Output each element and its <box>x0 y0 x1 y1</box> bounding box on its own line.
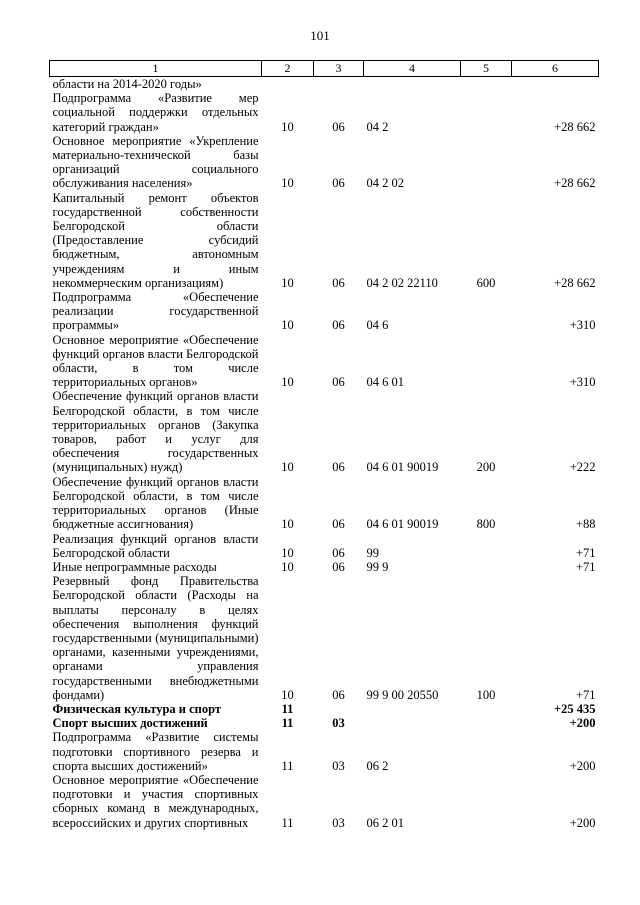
row-subsection: 06 <box>332 318 345 333</box>
table-row <box>50 716 599 730</box>
column-header: 6 <box>512 61 599 77</box>
row-section: 11 <box>281 701 294 716</box>
row-expense-type: 200 <box>476 460 496 475</box>
row-expense-type <box>461 773 512 830</box>
row-section: 10 <box>281 176 294 191</box>
row-section: 10 <box>281 559 294 574</box>
row-name: Основное мероприятие «Обеспечение функций органов власти Белгородской области, в том числе территориальных органов» <box>52 332 259 390</box>
row-target-code: 06 2 <box>366 758 389 773</box>
row-target-code <box>364 716 461 730</box>
row-subsection: 06 <box>332 559 345 574</box>
row-amount: +28 662 <box>554 176 596 191</box>
table-row <box>50 560 599 574</box>
row-target-code: 04 2 02 <box>366 176 404 191</box>
row-name: Иные непрограммные расходы <box>52 559 217 574</box>
row-name: Подпрограмма «Обеспечение реализации государственной программы» <box>52 290 259 333</box>
table-row <box>50 134 599 191</box>
row-subsection: 06 <box>332 275 345 290</box>
table-row <box>50 532 599 560</box>
row-target-code: 04 2 <box>366 119 389 134</box>
row-amount: +222 <box>569 460 596 475</box>
row-name: Обеспечение функций органов власти Белгородской области, в том числе территориальных органов (Иные бюджетные ассигнования) <box>52 474 259 532</box>
row-subsection <box>314 702 364 716</box>
row-section: 10 <box>281 275 294 290</box>
row-amount: +200 <box>569 716 596 731</box>
row-name: Обеспечение функций органов власти Белгородской области, в том числе территориальных органов (Закупка товаров, работ и услуг для обеспечения государственных (муниципальных) нужд) <box>52 389 259 475</box>
row-subsection: 06 <box>332 517 345 532</box>
column-header: 4 <box>364 61 461 77</box>
row-expense-type <box>461 532 512 560</box>
row-target-code: 99 <box>366 545 379 560</box>
row-subsection: 06 <box>332 119 345 134</box>
row-name: Физическая культура и спорт <box>52 701 222 716</box>
row-subsection <box>314 77 364 92</box>
row-subsection: 06 <box>332 545 345 560</box>
row-subsection: 06 <box>332 375 345 390</box>
row-subsection: 03 <box>332 758 345 773</box>
row-target-code: 04 6 01 90019 <box>366 517 439 532</box>
row-subsection: 03 <box>332 815 345 830</box>
table-row <box>50 475 599 532</box>
row-expense-type <box>461 134 512 191</box>
table-row <box>50 773 599 830</box>
row-section: 10 <box>281 119 294 134</box>
row-target-code: 04 2 02 22110 <box>366 275 438 290</box>
row-amount: +88 <box>575 517 596 532</box>
column-header: 3 <box>314 61 364 77</box>
row-section: 10 <box>281 687 294 702</box>
row-name: Подпрограмма «Развитие мер социальной поддержки отдельных категорий граждан» <box>52 91 259 134</box>
row-expense-type: 800 <box>476 517 496 532</box>
row-amount: +310 <box>569 375 596 390</box>
row-expense-type <box>461 730 512 773</box>
row-amount: +200 <box>569 758 596 773</box>
row-name: Основное мероприятие «Обеспечение подготовки и участия спортивных сборных команд в международных, всероссийских и других спортивных <box>52 772 259 830</box>
row-section: 10 <box>281 375 294 390</box>
row-expense-type: 100 <box>476 687 496 702</box>
row-amount: +310 <box>569 318 596 333</box>
row-amount: +28 662 <box>554 119 596 134</box>
row-amount: +71 <box>575 559 596 574</box>
row-amount: +25 435 <box>554 701 596 716</box>
row-name: области на 2014-2020 годы» <box>52 77 202 91</box>
row-name: Резервный фонд Правительства Белгородской области (Расходы на выплаты персоналу в целях обеспечения выполнения функций государственными (муниципальными) органами, казенными учреждениями, органами управления государственными внебюджетными фондами) <box>52 574 259 702</box>
row-section: 10 <box>281 460 294 475</box>
table-header-row <box>50 61 599 77</box>
row-name: Подпрограмма «Развитие системы подготовки спортивного резерва и спорта высших достижений» <box>52 730 259 773</box>
row-name: Реализация функций органов власти Белгородской области <box>52 531 259 560</box>
row-target-code: 99 9 00 20550 <box>366 687 439 702</box>
column-header: 5 <box>461 61 512 77</box>
row-section: 10 <box>281 545 294 560</box>
row-amount: +71 <box>575 687 596 702</box>
row-name: Спорт высших достижений <box>52 716 208 731</box>
row-target-code: 04 6 01 <box>366 375 404 390</box>
row-subsection: 06 <box>332 460 345 475</box>
table-row <box>50 574 599 702</box>
row-section: 11 <box>281 716 294 731</box>
budget-table <box>49 60 599 830</box>
table-row <box>50 333 599 390</box>
row-target-code <box>364 77 461 92</box>
row-subsection: 06 <box>332 176 345 191</box>
row-name: Основное мероприятие «Укрепление материально-технической базы организаций социального обслуживания населения» <box>52 133 259 191</box>
row-section: 10 <box>281 318 294 333</box>
row-target-code <box>364 702 461 716</box>
table-row <box>50 191 599 290</box>
row-expense-type <box>461 333 512 390</box>
row-amount: +200 <box>569 815 596 830</box>
table-row <box>50 702 599 716</box>
table-row <box>50 290 599 333</box>
row-expense-type: 600 <box>476 275 496 290</box>
row-section: 10 <box>281 517 294 532</box>
row-expense-type <box>461 716 512 730</box>
row-target-code: 06 2 01 <box>366 815 404 830</box>
table-row <box>50 91 599 134</box>
table-row <box>50 730 599 773</box>
row-section: 11 <box>281 815 294 830</box>
table-row <box>50 77 599 92</box>
row-section: 11 <box>281 758 294 773</box>
row-target-code: 04 6 01 90019 <box>366 460 439 475</box>
row-expense-type <box>461 77 512 92</box>
row-expense-type <box>461 560 512 574</box>
row-expense-type <box>461 702 512 716</box>
table-row <box>50 389 599 474</box>
row-name: Капитальный ремонт объектов государственной собственности Белгородской области (Предоставление субсидий бюджетным, автономным учреждениям и иным некоммерческим организациям) <box>52 190 259 290</box>
row-expense-type <box>461 290 512 333</box>
page-number: 101 <box>310 28 330 43</box>
row-target-code: 04 6 <box>366 318 389 333</box>
row-amount <box>512 77 599 92</box>
row-target-code: 99 9 <box>366 559 389 574</box>
row-expense-type <box>461 91 512 134</box>
column-header: 1 <box>50 61 262 77</box>
row-subsection: 06 <box>332 687 345 702</box>
row-amount: +28 662 <box>554 275 596 290</box>
row-section <box>262 77 314 92</box>
column-header: 2 <box>262 61 314 77</box>
row-amount: +71 <box>575 545 596 560</box>
row-subsection: 03 <box>332 716 345 731</box>
